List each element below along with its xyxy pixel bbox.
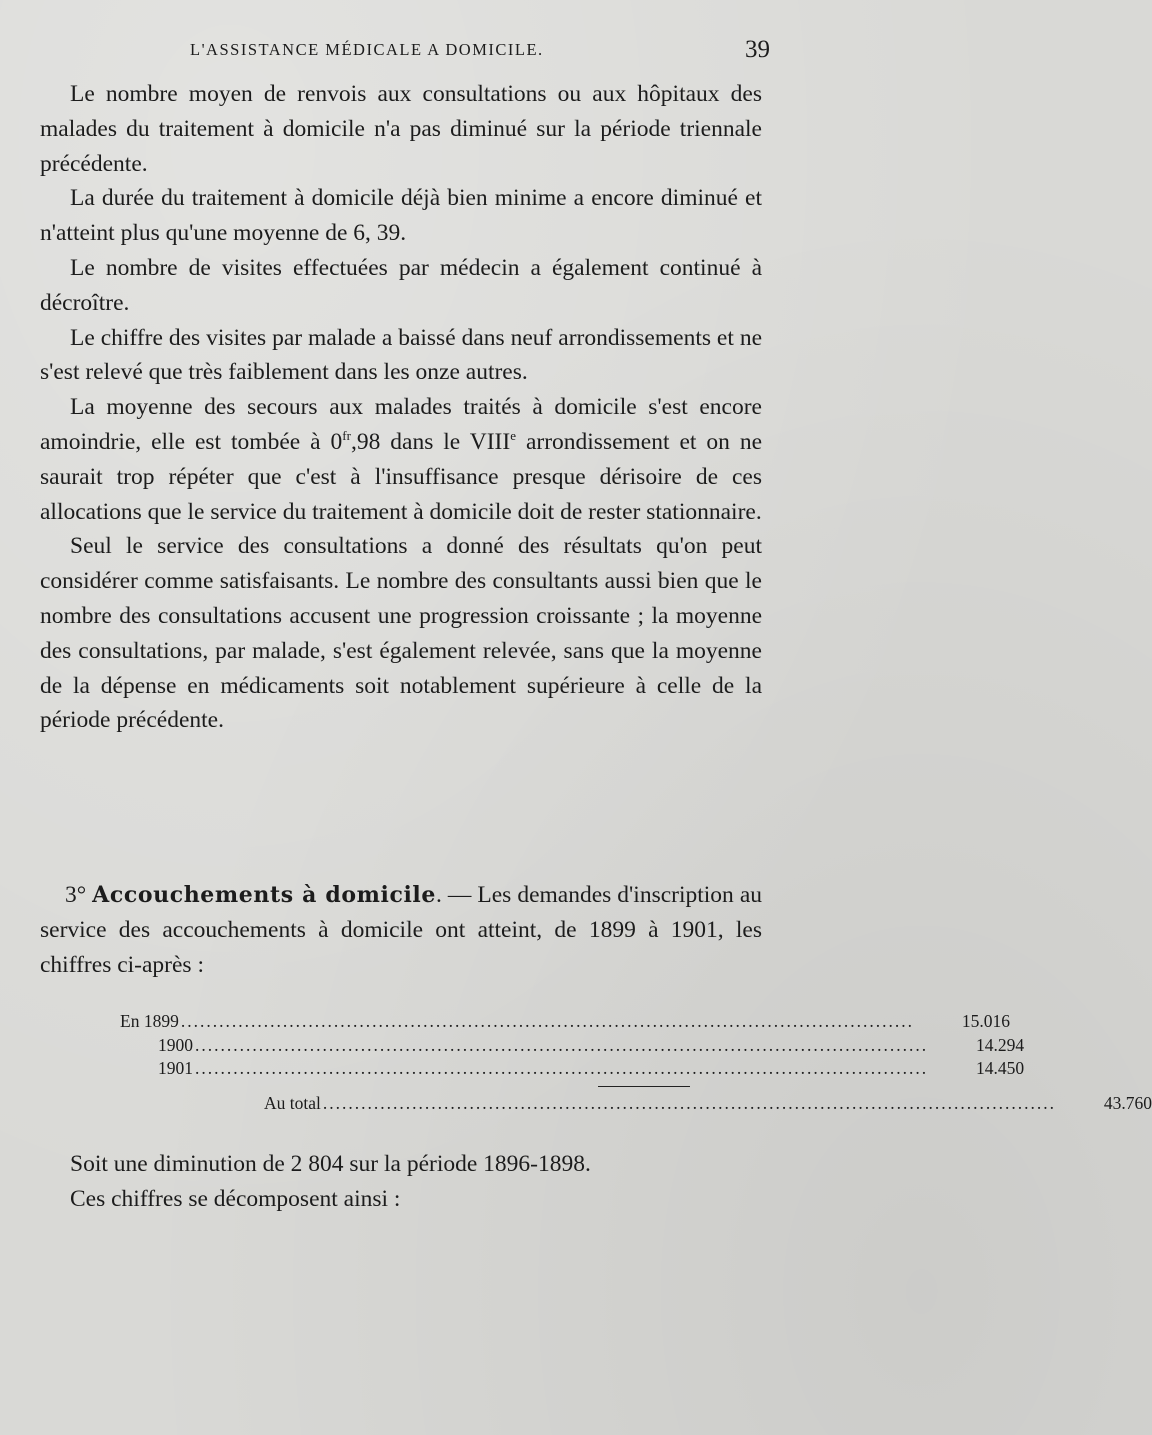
dot-leader: ................................................................................................................... <box>180 1011 914 1031</box>
section-paragraph <box>40 878 762 982</box>
paragraph <box>40 390 762 529</box>
total-rule <box>598 1086 690 1087</box>
running-head <box>40 36 770 70</box>
table-row <box>120 1057 1025 1081</box>
births-table <box>120 1010 1152 1115</box>
paragraph: Le nombre moyen de renvois aux consultations ou aux hôpitaux des malades du traitement à domicile n'a pas diminué sur la période triennale précédente. <box>40 81 762 177</box>
section-number: 3° <box>65 882 87 908</box>
section-heading: Accouchements à domicile <box>92 882 436 908</box>
row-label: 1901 <box>158 1058 193 1078</box>
closing-text <box>40 1147 762 1217</box>
paragraph: Seul le service des consultations a donné des résultats qu'on peut considérer comme satisfaisants. Le nombre des consultants aussi bien que le nombre des consultations accusent une progression croissante ; la moyenne des consultations, par malade, s'est également relevée, sans que la moyenne de la dépense en médicaments soit notablement supérieure à celle de la période précédente. <box>40 533 762 734</box>
paragraph: Le nombre de visites effectuées par médecin a également continué à décroître. <box>40 254 762 316</box>
table-row <box>120 1010 1010 1034</box>
closing-line: Soit une diminution de 2 804 sur la période 1896-1898. <box>70 1151 591 1177</box>
section-accouchements <box>40 878 762 982</box>
superscript: e <box>510 427 516 443</box>
paragraph-text: ,98 dans le VIII <box>350 428 511 455</box>
table-row <box>120 1034 1025 1058</box>
dot-leader: ................................................................................................................... <box>195 1058 929 1078</box>
closing-line: Ces chiffres se décomposent ainsi : <box>70 1185 401 1212</box>
total-label: Au total <box>264 1092 321 1113</box>
row-value: 14.294 <box>976 1034 1025 1055</box>
row-label: 1900 <box>158 1034 193 1055</box>
page-number: 39 <box>745 36 770 63</box>
dot-leader: ................................................................................................................... <box>195 1034 929 1055</box>
superscript: fr <box>342 427 351 443</box>
table-total-row <box>120 1092 1152 1116</box>
paragraph: La durée du traitement à domicile déjà bien minime a encore diminué et n'atteint plus qu'une moyenne de 6, 39. <box>40 185 762 247</box>
row-label: En 1899 <box>120 1011 179 1031</box>
paragraph: Le chiffre des visites par malade a baissé dans neuf arrondissements et ne s'est relevé que très faiblement dans les onze autres. <box>40 324 762 386</box>
body-text <box>40 77 762 738</box>
dot-leader: ................................................................................................................... <box>322 1092 1056 1113</box>
paragraph-text: La moyenne des secours aux malades traités à domicile s'est encore amoindrie, elle est tombée à 0 <box>40 394 762 455</box>
row-value: 14.450 <box>976 1058 1025 1078</box>
row-value: 15.016 <box>961 1011 1010 1031</box>
section-text: . — Les demandes d'inscription au service des accouchements à domicile ont atteint, de 1899 à 1901, les chiffres ci-après : <box>40 882 762 978</box>
running-title: L'ASSISTANCE MÉDICALE A DOMICILE. <box>190 40 544 59</box>
paragraph-text: arrondissement et on ne saurait trop répéter que c'est à l'insuffisance presque dérisoire de ces allocations que le service du traitement à domicile doit de rester stationnaire. <box>40 428 762 525</box>
total-value: 43.760 <box>1103 1092 1152 1113</box>
